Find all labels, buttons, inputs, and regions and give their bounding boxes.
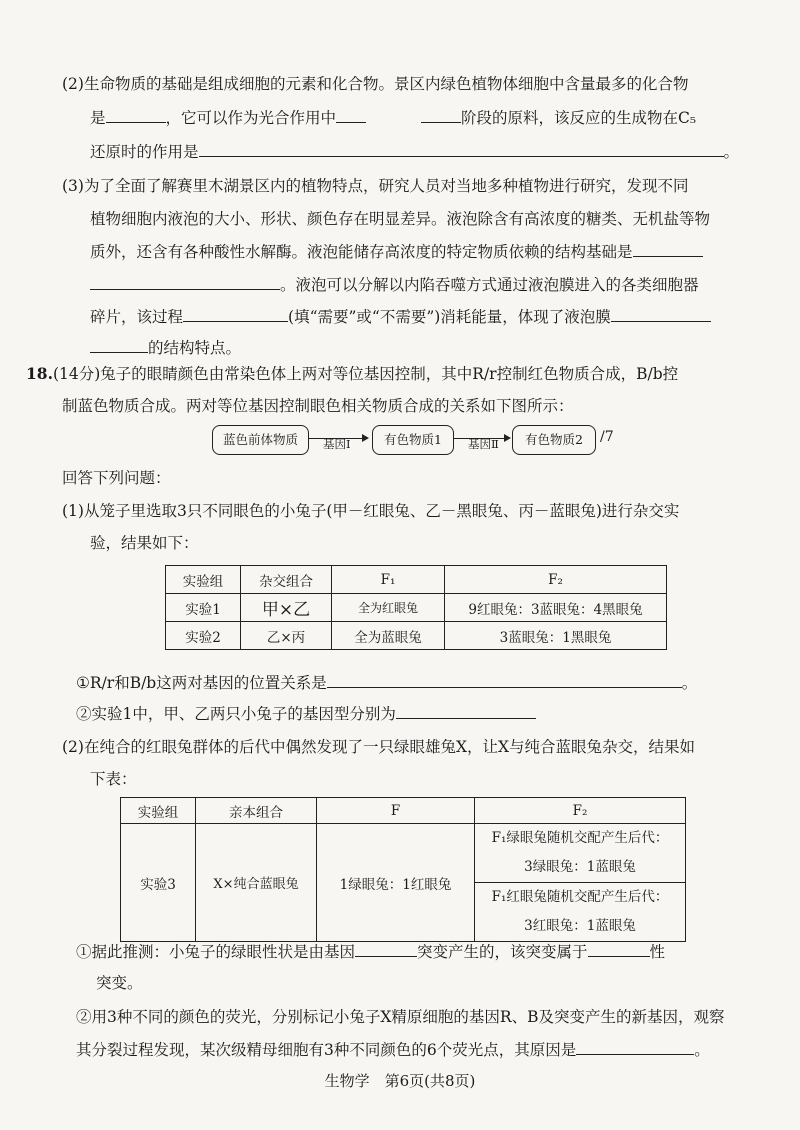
q17-3-line2: 植物细胞内液泡的大小、形状、颜色存在明显差异。液泡除含有高浓度的糖类、无机盐等物 — [90, 210, 711, 228]
q17-3-line5 — [90, 305, 711, 328]
table-header-row — [121, 798, 686, 824]
cross-results-table-2 — [120, 797, 686, 942]
answer-blank[interactable] — [355, 940, 417, 957]
f2-result-line: F₁绿眼兔随机交配产生后代： — [491, 830, 669, 846]
table-header: F₂ — [475, 798, 686, 824]
table-header: 实验组 — [121, 798, 196, 824]
q17-2-line3 — [90, 140, 739, 163]
table-cell: X×纯合蓝眼兔 — [196, 824, 317, 942]
answer-blank[interactable] — [327, 671, 682, 688]
flow-arrow-1-label: 基因Ⅰ — [323, 437, 351, 451]
flow-box-substance2: 有色物质2 — [512, 425, 596, 455]
q18-2-sub2-cont — [76, 1038, 710, 1061]
q17-2-text-c: 阶段的原料，该反应的生成物在C — [461, 109, 690, 127]
table-cell: 3蓝眼兔：1黑眼兔 — [445, 622, 667, 650]
answer-blank[interactable] — [106, 106, 166, 123]
q17-3-line6 — [90, 336, 241, 359]
answer-blank[interactable] — [199, 140, 724, 157]
f2-result-line: 3红眼兔：1蓝眼兔 — [524, 918, 636, 934]
q18-2-sub1 — [76, 940, 665, 963]
table-row — [166, 622, 667, 650]
q17-3-line3 — [90, 240, 703, 263]
flow-box-substance1: 有色物质1 — [372, 425, 454, 455]
table-row — [121, 824, 686, 942]
table-row — [166, 594, 667, 622]
q17-3-text-e: 的结构特点。 — [148, 339, 242, 357]
flow-arrow-1 — [309, 437, 367, 451]
q17-2-line2 — [90, 106, 696, 129]
f2-result-line: F₁红眼兔随机交配产生后代： — [491, 889, 669, 905]
table-header: 实验组 — [166, 566, 241, 594]
q18-2-sub2: ②用3种不同的颜色的荧光，分别标记小兔子X精原细胞的基因R、B及突变产生的新基因，观察 — [76, 1008, 725, 1026]
sub-question-text: 性 — [649, 943, 666, 961]
question-number: 18. — [26, 364, 53, 383]
table-header: 杂交组合 — [241, 566, 332, 594]
answer-blank[interactable] — [611, 305, 711, 322]
sub-question-text: 突变产生的，该突变属于 — [417, 943, 588, 961]
answer-prompt: 回答下列问题： — [62, 469, 171, 487]
q18-2-sub1-cont: 突变。 — [96, 974, 143, 992]
sub-question-text: 其分裂过程发现，某次级精母细胞有3种不同颜色的6个荧光点，其原因是 — [76, 1041, 577, 1059]
table-cell — [475, 824, 686, 942]
answer-blank[interactable] — [90, 273, 280, 290]
table-header: F₁ — [332, 566, 445, 594]
table-cell: 1绿眼兔：1红眼兔 — [317, 824, 475, 942]
q17-3-text-a: 质外，还含有各种酸性水解酶。液泡能储存高浓度的特定物质依赖的结构基础是 — [90, 243, 633, 261]
q17-3-text-b: 。液泡可以分解以内陷吞噬方式通过液泡膜进入的各类细胞器 — [280, 276, 699, 294]
table-cell: 实验2 — [166, 622, 241, 650]
q18-1-line1: (1)从笼子里选取3只不同眼色的小兔子(甲－红眼兔、乙－黑眼兔、丙－蓝眼兔)进行杂交实 — [62, 502, 680, 520]
q18-1-sub2 — [76, 702, 536, 725]
q17-2-line1: (2)生命物质的基础是组成细胞的元素和化合物。景区内绿色植物体细胞中含量最多的化合物 — [62, 75, 689, 93]
page-footer: 生物学 第6页(共8页) — [324, 1072, 476, 1090]
handwritten-mark: /7 — [600, 429, 614, 445]
answer-blank[interactable] — [396, 702, 536, 719]
q17-3-text-d: (填“需要”或“不需要”)消耗能量，体现了液泡膜 — [288, 308, 611, 326]
flow-box-precursor: 蓝色前体物质 — [212, 425, 309, 455]
q17-3-text-c: 碎片，该过程 — [90, 308, 184, 326]
sub-question-text: ①据此推测：小兔子的绿眼性状是由基因 — [76, 943, 356, 961]
q18-1-sub1 — [76, 671, 697, 694]
table-cell: 甲×乙 — [241, 594, 332, 622]
q18-intro: (14分)兔子的眼睛颜色由常染色体上两对等位基因控制，其中R/r控制红色物质合成，B/b控 — [52, 365, 679, 383]
flow-arrow-2 — [454, 437, 509, 451]
answer-blank[interactable] — [336, 106, 366, 123]
q17-2-subscript: ₅ — [689, 109, 697, 127]
pathway-diagram — [212, 423, 632, 457]
flow-arrow-2-label: 基因Ⅱ — [468, 437, 499, 451]
q17-2-text-a: 是 — [90, 109, 106, 127]
table-cell: 乙×丙 — [241, 622, 332, 650]
q18-2-line2: 下表： — [90, 770, 137, 788]
q18-1-line2: 验，结果如下： — [90, 534, 199, 552]
q18-line2: 制蓝色物质合成。两对等位基因控制眼色相关物质合成的关系如下图所示： — [62, 397, 574, 415]
answer-blank[interactable] — [576, 1038, 694, 1055]
answer-blank[interactable] — [633, 240, 703, 257]
cross-results-table-1 — [165, 565, 667, 650]
answer-blank[interactable] — [421, 106, 461, 123]
q17-3-line4 — [90, 273, 699, 296]
answer-blank[interactable] — [90, 336, 148, 353]
table-header-row — [166, 566, 667, 594]
q18-2-line1: (2)在纯合的红眼兔群体的后代中偶然发现了一只绿眼雄兔X，让X与纯合蓝眼兔杂交，结果如 — [62, 738, 696, 756]
table-cell: 全为红眼兔 — [332, 594, 445, 622]
table-cell: 实验3 — [121, 824, 196, 942]
sub-question-text: ①R/r和B/b这两对基因的位置关系是 — [76, 674, 327, 692]
sub-question-period: 。 — [681, 674, 698, 692]
table-header: F₂ — [445, 566, 667, 594]
q17-2-text-d: 还原时的作用是 — [90, 143, 199, 161]
table-header: 亲本组合 — [196, 798, 317, 824]
f2-result-line: 3绿眼兔：1蓝眼兔 — [475, 853, 685, 883]
table-header: F — [317, 798, 475, 824]
table-cell: 9红眼兔：3蓝眼兔：4黑眼兔 — [445, 594, 667, 622]
table-cell: 实验1 — [166, 594, 241, 622]
table-cell: 全为蓝眼兔 — [332, 622, 445, 650]
answer-blank[interactable] — [588, 940, 650, 957]
answer-blank[interactable] — [183, 305, 288, 322]
sub-question-period: 。 — [694, 1041, 710, 1059]
sub-question-text: ②实验1中，甲、乙两只小兔子的基因型分别为 — [76, 705, 396, 723]
q18-line1 — [26, 363, 678, 385]
q17-2-period: 。 — [723, 143, 740, 161]
q17-3-line1: (3)为了全面了解赛里木湖景区内的植物特点，研究人员对当地多种植物进行研究，发现不同 — [62, 177, 689, 195]
q17-2-text-b: ，它可以作为光合作用中 — [165, 109, 337, 127]
